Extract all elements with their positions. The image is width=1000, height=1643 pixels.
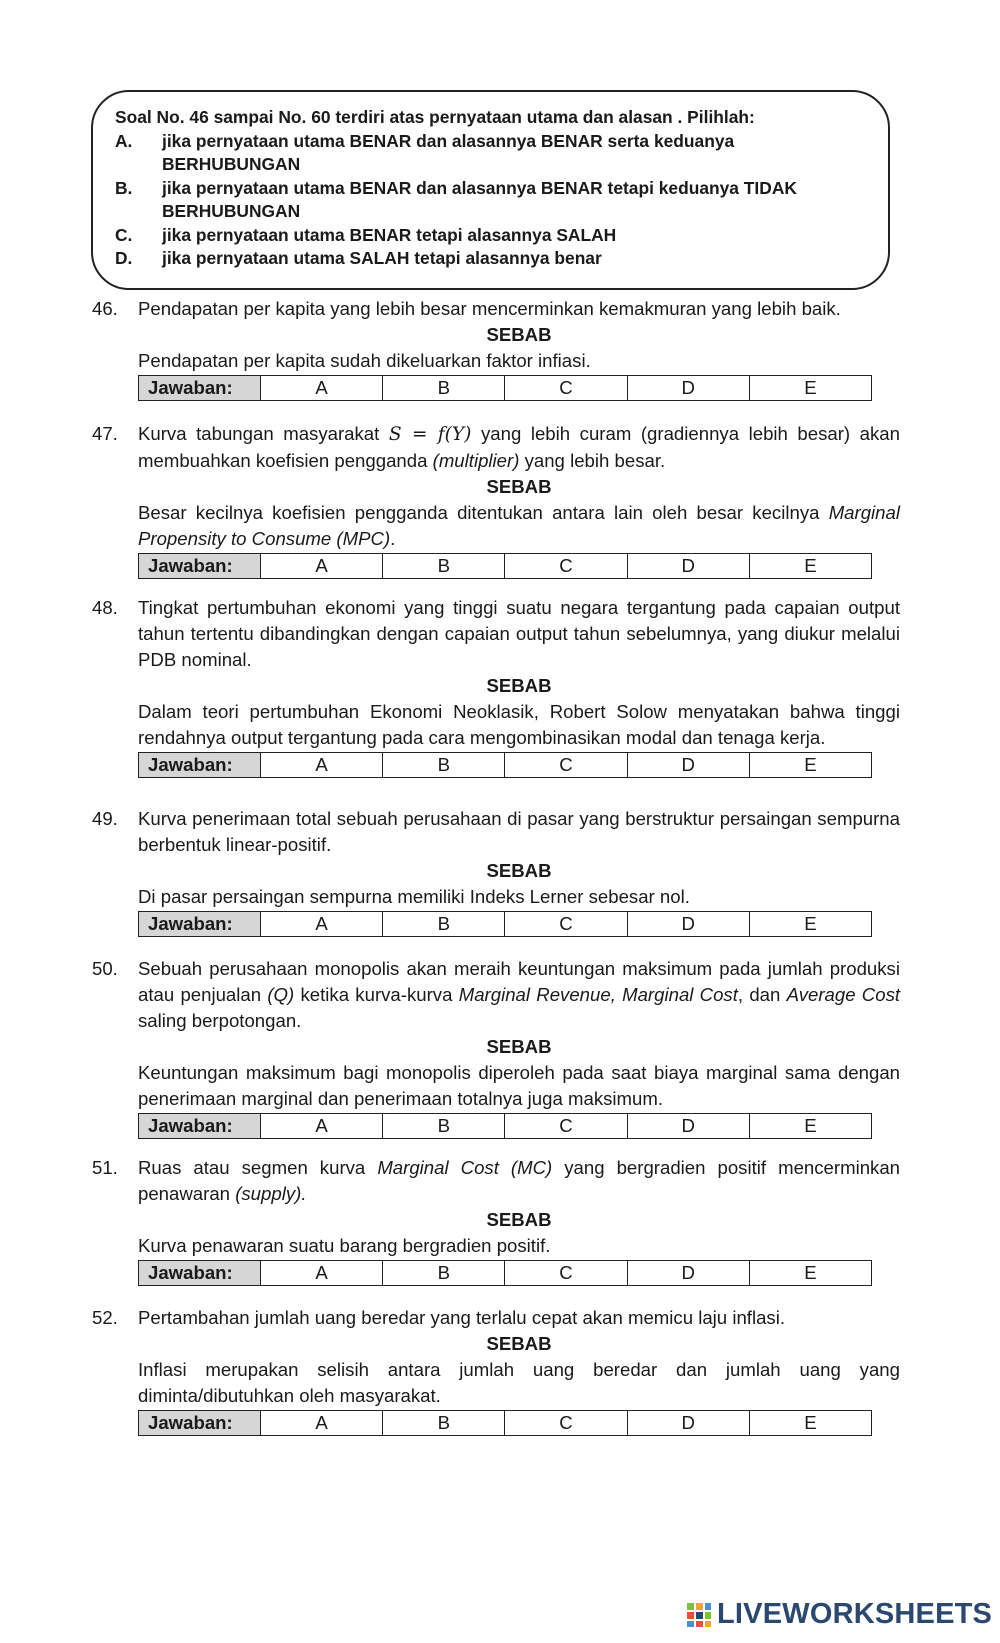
question-number: 48.: [92, 597, 118, 618]
question-number: 47.: [92, 423, 118, 444]
statement-text: , dan: [737, 984, 781, 1005]
answer-choice-c[interactable]: C: [505, 376, 627, 400]
answer-choice-b[interactable]: B: [383, 1411, 505, 1435]
answer-label: Jawaban:: [139, 1114, 261, 1138]
statement-text: yang lebih curam (gradiennya lebih besar) akan membuahkan koefisien pengganda: [138, 423, 900, 471]
answer-choice-a[interactable]: A: [261, 1261, 383, 1285]
statement-text: Kurva tabungan masyarakat: [138, 423, 380, 444]
watermark-text: LIVEWORKSHEETS: [717, 1598, 993, 1630]
savings-function-formula: S = f(Y): [388, 424, 472, 445]
answer-choice-e[interactable]: E: [804, 913, 817, 934]
answer-choice-b[interactable]: B: [383, 376, 505, 400]
answer-choice-d[interactable]: D: [628, 554, 750, 578]
option-letter: B.: [115, 177, 133, 198]
answer-choice-d[interactable]: D: [628, 1114, 750, 1138]
answer-choice-d[interactable]: D: [628, 1411, 750, 1435]
question-reason: Kurva penawaran suatu barang bergradien positif.: [138, 1235, 551, 1256]
answer-label: Jawaban:: [139, 1411, 261, 1435]
answer-choice-b[interactable]: B: [383, 554, 505, 578]
answer-row: [138, 375, 872, 401]
question-reason: Di pasar persaingan sempurna memiliki Indeks Lerner sebesar nol.: [138, 886, 690, 907]
statement-italic: (supply).: [235, 1183, 307, 1204]
answer-label: Jawaban:: [139, 753, 261, 777]
question-statement: Kurva penerimaan total sebuah perusahaan di pasar yang berstruktur persaingan sempurna berbentuk linear-positif.: [138, 808, 900, 855]
liveworksheets-logo-icon: [686, 1602, 712, 1628]
answer-row: [138, 1113, 872, 1139]
answer-choice-a[interactable]: A: [261, 376, 383, 400]
sebab-label: SEBAB: [486, 324, 552, 345]
option-letter: C.: [115, 224, 133, 245]
answer-choice-c[interactable]: C: [505, 554, 627, 578]
sebab-label: SEBAB: [486, 675, 552, 696]
instruction-option-b: [115, 177, 868, 224]
answer-choice-e[interactable]: E: [804, 1412, 817, 1433]
answer-choice-a[interactable]: A: [261, 554, 383, 578]
statement-text: saling berpotongan.: [138, 1010, 302, 1031]
question-statement: Pendapatan per kapita yang lebih besar mencerminkan kemakmuran yang lebih baik.: [138, 298, 841, 319]
question-50: [92, 956, 900, 1139]
answer-label: Jawaban:: [139, 376, 261, 400]
answer-row: [138, 752, 872, 778]
question-47: [92, 421, 900, 579]
statement-text: Ruas atau segmen kurva: [138, 1157, 366, 1178]
answer-choice-c[interactable]: C: [505, 753, 627, 777]
answer-choice-a[interactable]: A: [261, 1411, 383, 1435]
question-52: [92, 1305, 900, 1436]
statement-italic: Marginal Revenue, Marginal Cost: [458, 984, 738, 1005]
answer-choice-d[interactable]: D: [628, 912, 750, 936]
question-statement: Tingkat pertumbuhan ekonomi yang tinggi suatu negara tergantung pada capaian output tahun tertentu dibandingkan dengan capaian output tahun sebelumnya, yang diukur melalui PDB nominal.: [138, 597, 900, 670]
instructions-box: [91, 90, 890, 290]
question-number: 49.: [92, 808, 118, 829]
question-48: [92, 595, 900, 778]
question-51: [92, 1155, 900, 1286]
statement-text: Sebuah perusahaan monopolis akan meraih keuntungan maksimum pada jumlah produksi atau penjualan: [138, 958, 900, 1005]
answer-label: Jawaban:: [139, 554, 261, 578]
instructions-intro: Soal No. 46 sampai No. 60 terdiri atas pernyataan utama dan alasan . Pilihlah:: [115, 107, 755, 127]
sebab-label: SEBAB: [486, 860, 552, 881]
answer-label: Jawaban:: [139, 912, 261, 936]
answer-choice-e[interactable]: E: [804, 1115, 817, 1136]
option-text: jika pernyataan utama BENAR dan alasannya BENAR tetapi keduanya TIDAK BERHUBUNGAN: [162, 177, 797, 221]
answer-choice-c[interactable]: C: [505, 912, 627, 936]
reason-italic: Marginal Propensity to Consume (MPC): [138, 502, 900, 549]
reason-text: .: [390, 528, 396, 549]
answer-choice-b[interactable]: B: [383, 1261, 505, 1285]
sebab-label: SEBAB: [486, 1036, 552, 1057]
instruction-option-a: [115, 130, 868, 177]
reason-text: Besar kecilnya koefisien pengganda ditentukan antara lain oleh besar kecilnya: [138, 502, 820, 523]
statement-text: yang lebih besar.: [524, 450, 666, 471]
answer-row: [138, 1260, 872, 1286]
question-reason: Keuntungan maksimum bagi monopolis diperoleh pada saat biaya marginal sama dengan penerimaan marginal dan penerimaan totalnya juga maksimum.: [138, 1062, 900, 1109]
answer-row: [138, 553, 872, 579]
answer-choice-d[interactable]: D: [628, 376, 750, 400]
statement-italic: (Q): [267, 984, 295, 1005]
question-reason: [138, 500, 900, 552]
answer-choice-e[interactable]: E: [804, 377, 817, 398]
answer-choice-c[interactable]: C: [505, 1114, 627, 1138]
option-text: jika pernyataan utama BENAR dan alasannya BENAR serta keduanya BERHUBUNGAN: [162, 130, 735, 174]
option-letter: A.: [115, 130, 133, 151]
question-49: [92, 806, 900, 937]
question-reason: Inflasi merupakan selisih antara jumlah uang beredar dan jumlah uang yang diminta/dibutuhkan oleh masyarakat.: [138, 1359, 900, 1406]
statement-italic: Average Cost: [786, 984, 901, 1005]
statement-text: yang bergradien positif mencerminkan penawaran: [138, 1157, 901, 1204]
question-reason: Pendapatan per kapita sudah dikeluarkan faktor infiasi.: [138, 350, 591, 371]
answer-choice-c[interactable]: C: [505, 1261, 627, 1285]
question-reason: Dalam teori pertumbuhan Ekonomi Neoklasik, Robert Solow menyatakan bahwa tinggi rendahnya output tergantung pada cara mengombinasikan modal dan tenaga kerja.: [138, 701, 900, 748]
question-statement: [138, 956, 900, 1034]
question-statement: Pertambahan jumlah uang beredar yang terlalu cepat akan memicu laju inflasi.: [138, 1307, 786, 1328]
statement-italic: (multiplier): [432, 450, 520, 471]
question-statement: [138, 421, 900, 474]
sebab-label: SEBAB: [486, 1209, 552, 1230]
statement-italic: Marginal Cost (MC): [377, 1157, 553, 1178]
answer-row: [138, 1410, 872, 1436]
answer-label: Jawaban:: [139, 1261, 261, 1285]
answer-row: [138, 911, 872, 937]
instruction-option-d: [115, 247, 868, 271]
answer-choice-e[interactable]: E: [804, 754, 817, 775]
question-number: 51.: [92, 1157, 118, 1178]
answer-choice-c[interactable]: C: [505, 1411, 627, 1435]
question-number: 52.: [92, 1307, 118, 1328]
option-text: jika pernyataan utama SALAH tetapi alasannya benar: [162, 248, 602, 268]
answer-choice-d[interactable]: D: [628, 753, 750, 777]
question-46: [92, 296, 900, 401]
question-number: 50.: [92, 958, 118, 979]
option-letter: D.: [115, 248, 133, 268]
answer-choice-b[interactable]: B: [383, 912, 505, 936]
question-statement: [138, 1155, 900, 1207]
answer-choice-b[interactable]: B: [383, 753, 505, 777]
question-number: 46.: [92, 298, 118, 319]
answer-choice-d[interactable]: D: [628, 1261, 750, 1285]
answer-choice-e[interactable]: E: [804, 1262, 817, 1283]
sebab-label: SEBAB: [486, 1333, 552, 1354]
sebab-label: SEBAB: [486, 476, 552, 497]
option-text: jika pernyataan utama BENAR tetapi alasannya SALAH: [162, 224, 617, 245]
answer-choice-a[interactable]: A: [261, 1114, 383, 1138]
answer-choice-e[interactable]: E: [804, 555, 817, 576]
liveworksheets-logo: [686, 1598, 992, 1631]
answer-choice-a[interactable]: A: [261, 912, 383, 936]
statement-text: ketika kurva-kurva: [300, 984, 453, 1005]
answer-choice-a[interactable]: A: [261, 753, 383, 777]
instruction-option-c: [115, 224, 868, 248]
answer-choice-b[interactable]: B: [383, 1114, 505, 1138]
